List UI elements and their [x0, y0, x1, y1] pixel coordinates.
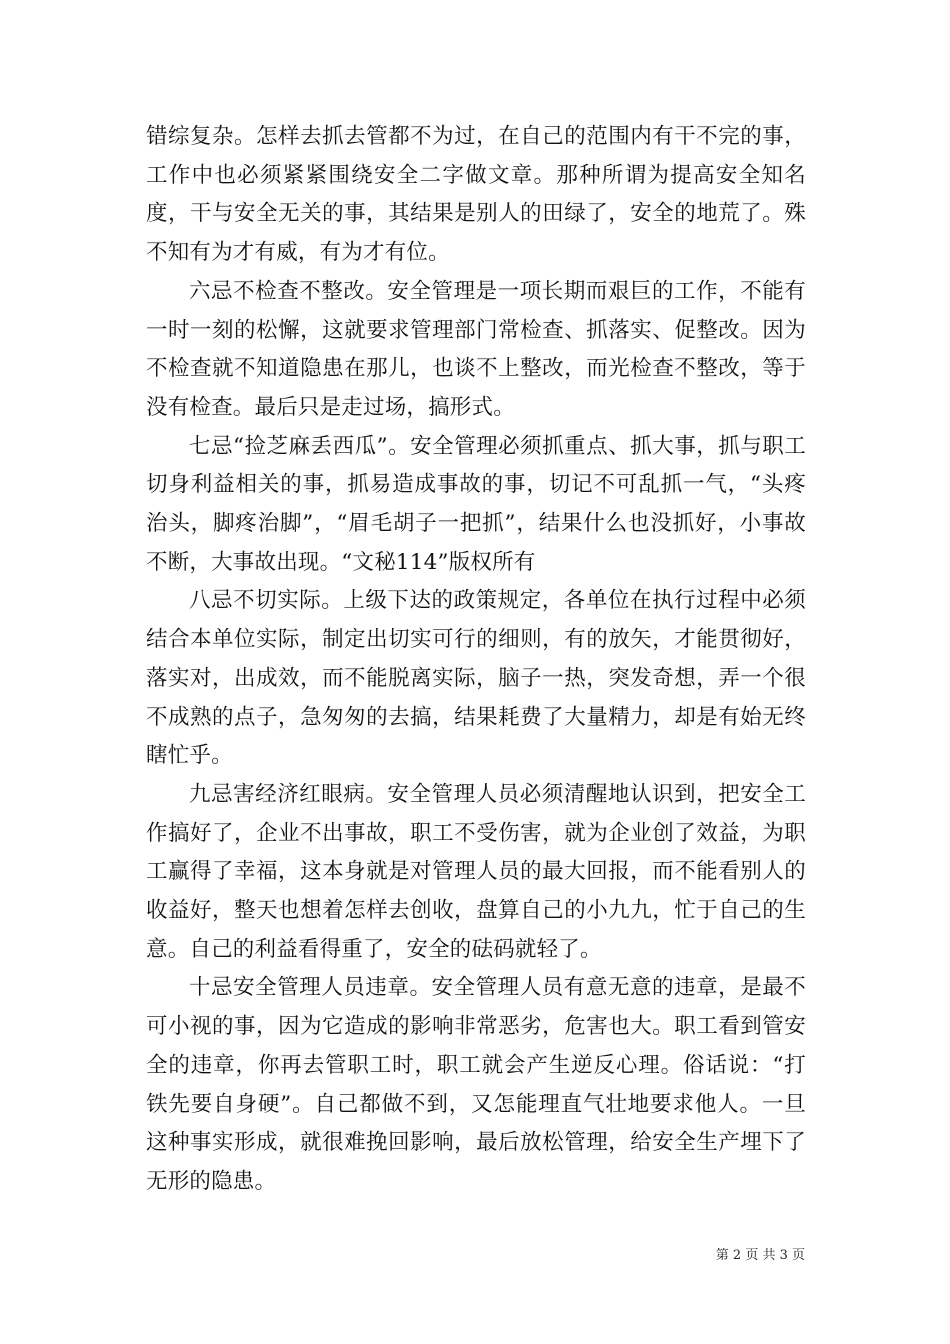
paragraph-continuation: 错综复杂。怎样去抓去管都不为过，在自己的范围内有干不完的事，工作中也必须紧紧围绕安全二字做文章。那种所谓为提高安全知名度，干与安全无关的事，其结果是别人的田绿了，安全的地荒了。殊不知有为才有威，有为才有位。: [146, 124, 806, 266]
page-number-footer: 第 2 页 共 3 页: [715, 1248, 805, 1263]
paragraph-item-ten: 十忌安全管理人员违章。安全管理人员有意无意的违章，是最不可小视的事，因为它造成的影响非常恶劣，危害也大。职工看到管安全的违章，你再去管职工时，职工就会产生逆反心理。俗话说：“打铁先要自身硬”。自己都做不到，又怎能理直气壮地要求他人。一旦这种事实形成，就很难挽回影响，最后放松管理，给安全生产埋下了无形的隐患。: [146, 975, 806, 1194]
paragraph-item-eight: 八忌不切实际。上级下达的政策规定，各单位在执行过程中必须结合本单位实际，制定出切实可行的细则，有的放矢，才能贯彻好，落实对，出成效，而不能脱离实际，脑子一热，突发奇想，弄一个很不成熟的点子，急匆匆的去搞，结果耗费了大量精力，却是有始无终瞎忙乎。: [146, 588, 806, 769]
paragraph-item-seven: 七忌“捡芝麻丢西瓜”。安全管理必须抓重点、抓大事，抓与职工切身利益相关的事，抓易造成事故的事，切记不可乱抓一气，“头疼治头，脚疼治脚”，“眉毛胡子一把抓”，结果什么也没抓好，小事故不断，大事故出现。“文秘114”版权所有: [146, 433, 806, 575]
paragraph-item-six: 六忌不检查不整改。安全管理是一项长期而艰巨的工作，不能有一时一刻的松懈，这就要求管理部门常检查、抓落实、促整改。因为不检查就不知道隐患在那儿，也谈不上整改，而光检查不整改，等于没有检查。最后只是走过场，搞形式。: [146, 278, 806, 420]
document-body: [146, 118, 806, 1202]
paragraph-item-nine: 九忌害经济红眼病。安全管理人员必须清醒地认识到，把安全工作搞好了，企业不出事故，职工不受伤害，就为企业创了效益，为职工赢得了幸福，这本身就是对管理人员的最大回报，而不能看别人的收益好，整天也想着怎样去创收，盘算自己的小九九，忙于自己的生意。自己的利益看得重了，安全的砝码就轻了。: [146, 781, 806, 962]
